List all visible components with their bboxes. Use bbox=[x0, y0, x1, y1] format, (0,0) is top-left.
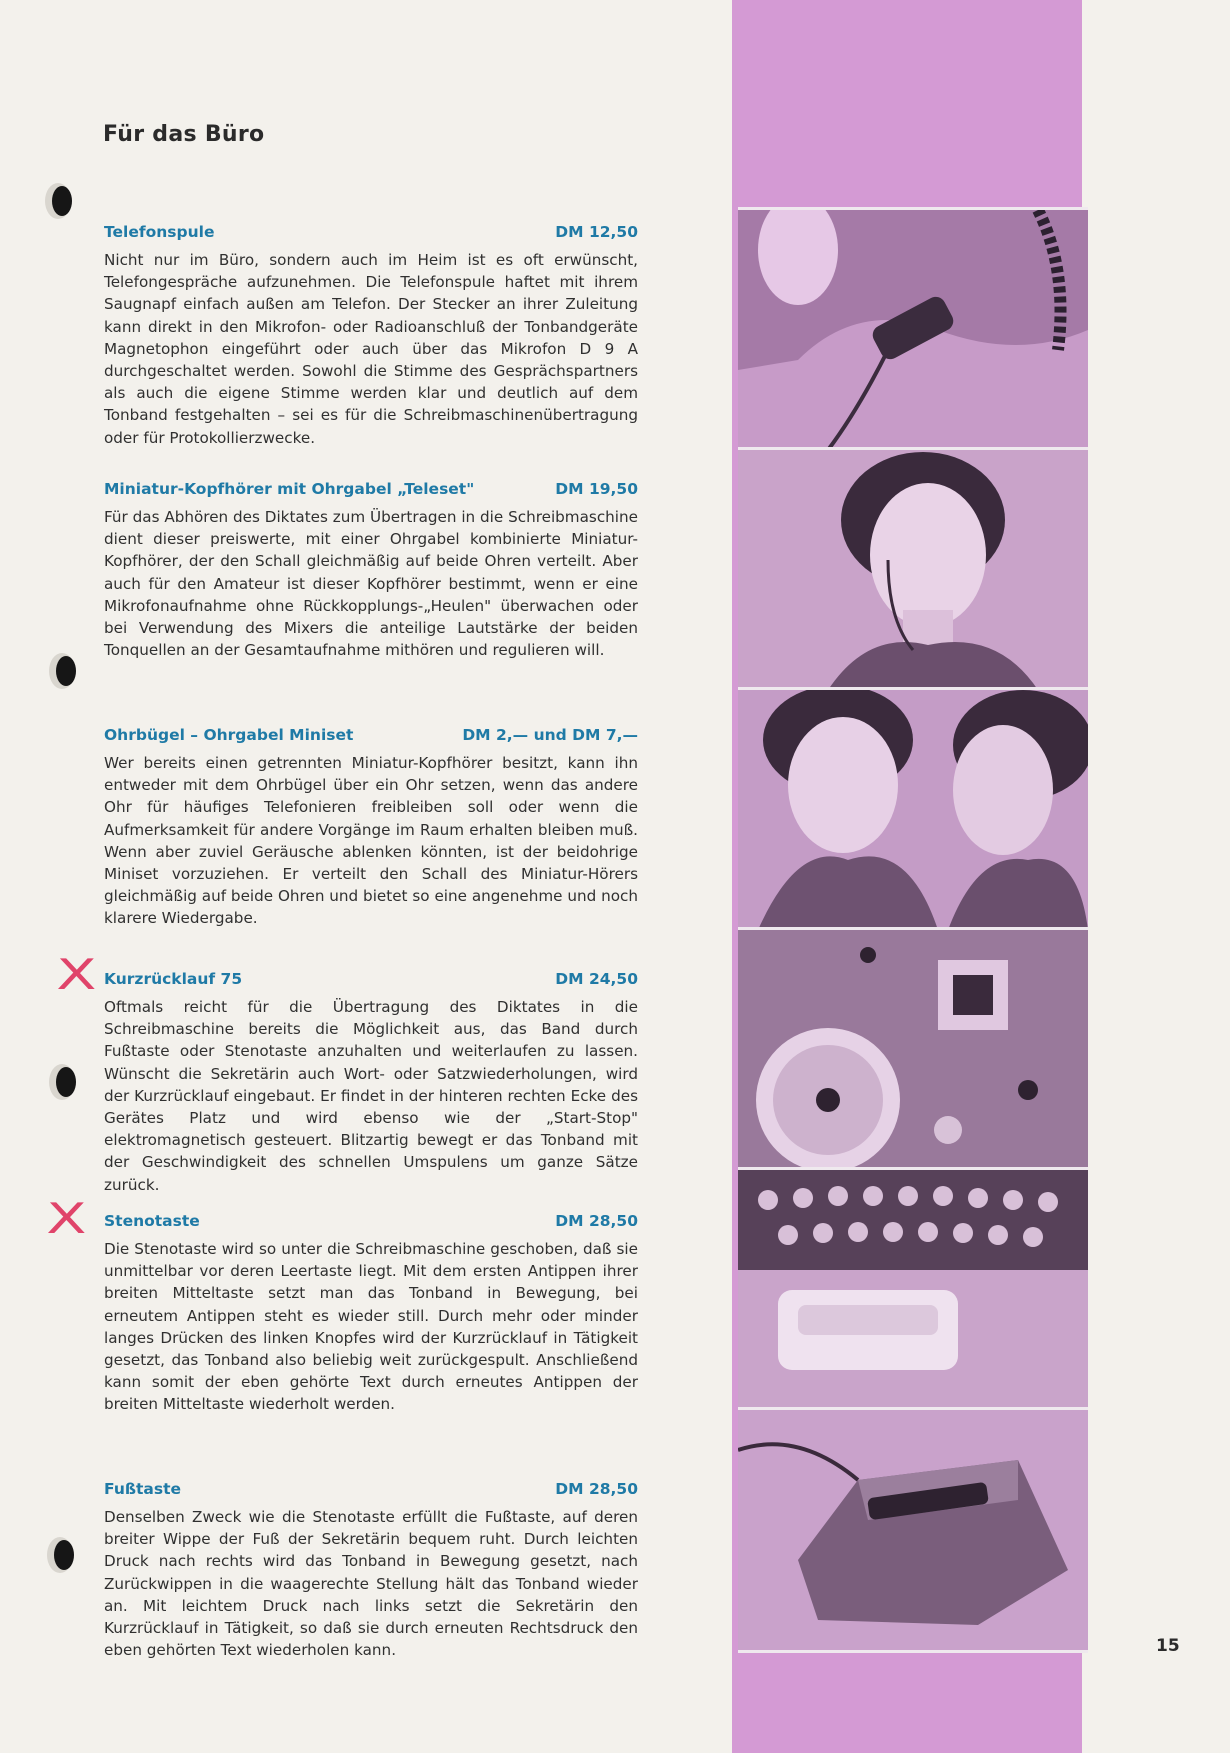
photo-telephone-coil bbox=[738, 207, 1088, 453]
section-text: Wer bereits einen getrennten Miniatur-Kopfhörer besitzt, kann ihn entweder mit dem Ohrbügel über ein Ohr setzen, wenn das andere Ohr für häufiges Telefonieren freibleiben soll oder wenn die Aufmerksamkeit für andere Vorgänge im Raum erhalten bleiben muß. Wenn aber zuviel Geräusche ablenken könnten, ist der beidohrige Miniset vorzuziehen. Er verteilt den Schall des Miniatur-Hörers gleichmäßig auf beide Ohren und bietet so eine angenehme und noch klarere Wiedergabe. bbox=[104, 754, 638, 928]
photo-typewriter-stenotaste bbox=[738, 1167, 1088, 1413]
photo-foot-pedal bbox=[738, 1407, 1088, 1653]
section-text: Die Stenotaste wird so unter die Schreibmaschine geschoben, daß sie unmittelbar vor deren Leertaste liegt. Mit dem ersten Antippen ihrer breiten Mitteltaste setzt man das Tonband in Bewegung, bei erneutem Antippen steht es wieder still. Durch mehr oder minder langes Drücken des linken Knopfes wird der Kurzrücklauf in Tätigkeit gesetzt, das Tonband also beliebig weit zurückgespult. Anschließend kann somit der eben gehörte Text durch erneutes Antippen der breiten Mitteltaste wiederholt werden. bbox=[104, 1240, 638, 1414]
section-teleset bbox=[104, 480, 638, 661]
section-price: DM 2,— und DM 7,— bbox=[462, 726, 638, 744]
section-text: Nicht nur im Büro, sondern auch im Heim ist es oft erwünscht, Telefongespräche aufzunehmen. Die Telefonspule haftet mit ihrem Saugnapf einfach außen am Telefon. Der Stecker an ihrer Zuleitung kann direkt in den Mikrofon- oder Radioanschluß der Tonbandgeräte Magnetophon eingeführt oder auch über das Mikrofon D 9 A durchgeschaltet werden. Sowohl die Stimme des Gesprächspartners als auch die eigene Stimme werden klar und deutlich auf dem Tonband festgehalten – sei es für die Schreibmaschinenübertragung oder für Protokollierzwecke. bbox=[104, 251, 638, 447]
section-text: Denselben Zweck wie die Stenotaste erfüllt die Fußtaste, auf deren breiter Wippe der Fuß der Sekretärin bequem ruht. Durch leichten Druck nach rechts wird das Tonband in Bewegung gesetzt, nach Zurückwippen in die waagerechte Stellung hält das Tonband wieder an. Mit leichtem Druck nach links setzt die Sekretärin den Kurzrücklauf in Tätigkeit, so daß sie durch erneuten Rechtsdruck den eben gehörten Text wiederholen kann. bbox=[104, 1508, 638, 1660]
section-miniset bbox=[104, 726, 638, 930]
photo-mechanism bbox=[738, 927, 1088, 1173]
section-price: DM 19,50 bbox=[555, 480, 638, 498]
section-kurzruecklauf bbox=[104, 970, 638, 1196]
page-title: Für das Büro bbox=[103, 122, 265, 147]
section-heading: Kurzrücklauf 75 bbox=[104, 970, 243, 988]
section-heading: Ohrbügel – Ohrgabel Miniset bbox=[104, 726, 354, 744]
photo-two-women-miniset bbox=[738, 687, 1088, 933]
section-telefonspule bbox=[104, 223, 638, 449]
section-text: Oftmals reicht für die Übertragung des Diktates in die Schreibmaschine bereits die Möglichkeit aus, das Band durch Fußtaste oder Stenotaste anzuhalten und weiterlaufen zu lassen. Wünscht die Sekretärin auch Wort- oder Satzwiederholungen, wird der Kurzrücklauf eingebaut. Er findet in der hinteren rechten Ecke des Gerätes Platz und wird ebenso wie der „Start-Stop" elektromagnetisch gesteuert. Blitzartig bewegt er das Tonband mit der Geschwindigkeit des schnellen Umspulens um ganze Sätze zurück. bbox=[104, 998, 638, 1194]
section-price: DM 12,50 bbox=[555, 223, 638, 241]
punch-hole bbox=[54, 1540, 74, 1570]
section-text: Für das Abhören des Diktates zum Übertragen in die Schreibmaschine dient dieser preiswerte, mit einer Ohrgabel kombinierte Miniatur-Kopfhörer, der den Schall gleichmäßig auf beide Ohren verteilt. Aber auch für den Amateur ist dieser Kopfhörer bestimmt, wenn er eine Mikrofonaufnahme ohne Rückkopplungs-„Heulen" überwachen oder bei Verwendung des Mixers die anteilige Lautstärke der beiden Tonquellen an der Gesamtaufnahme mithören und regulieren will. bbox=[104, 508, 638, 660]
section-heading: Telefonspule bbox=[104, 223, 215, 241]
section-heading: Miniatur-Kopfhörer mit Ohrgabel „Teleset" bbox=[104, 480, 475, 498]
punch-hole bbox=[56, 1067, 76, 1097]
section-heading: Stenotaste bbox=[104, 1212, 200, 1230]
section-price: DM 28,50 bbox=[555, 1480, 638, 1498]
section-price: DM 28,50 bbox=[555, 1212, 638, 1230]
page-number: 15 bbox=[1156, 1636, 1180, 1656]
handwritten-x-mark: X bbox=[46, 1194, 87, 1243]
section-stenotaste bbox=[104, 1212, 638, 1416]
section-heading: Fußtaste bbox=[104, 1480, 182, 1498]
handwritten-x-mark: X bbox=[56, 950, 97, 999]
photo-woman-teleset bbox=[738, 447, 1088, 693]
section-price: DM 24,50 bbox=[555, 970, 638, 988]
punch-hole bbox=[52, 186, 72, 216]
section-fusstaste bbox=[104, 1480, 638, 1661]
punch-hole bbox=[56, 656, 76, 686]
